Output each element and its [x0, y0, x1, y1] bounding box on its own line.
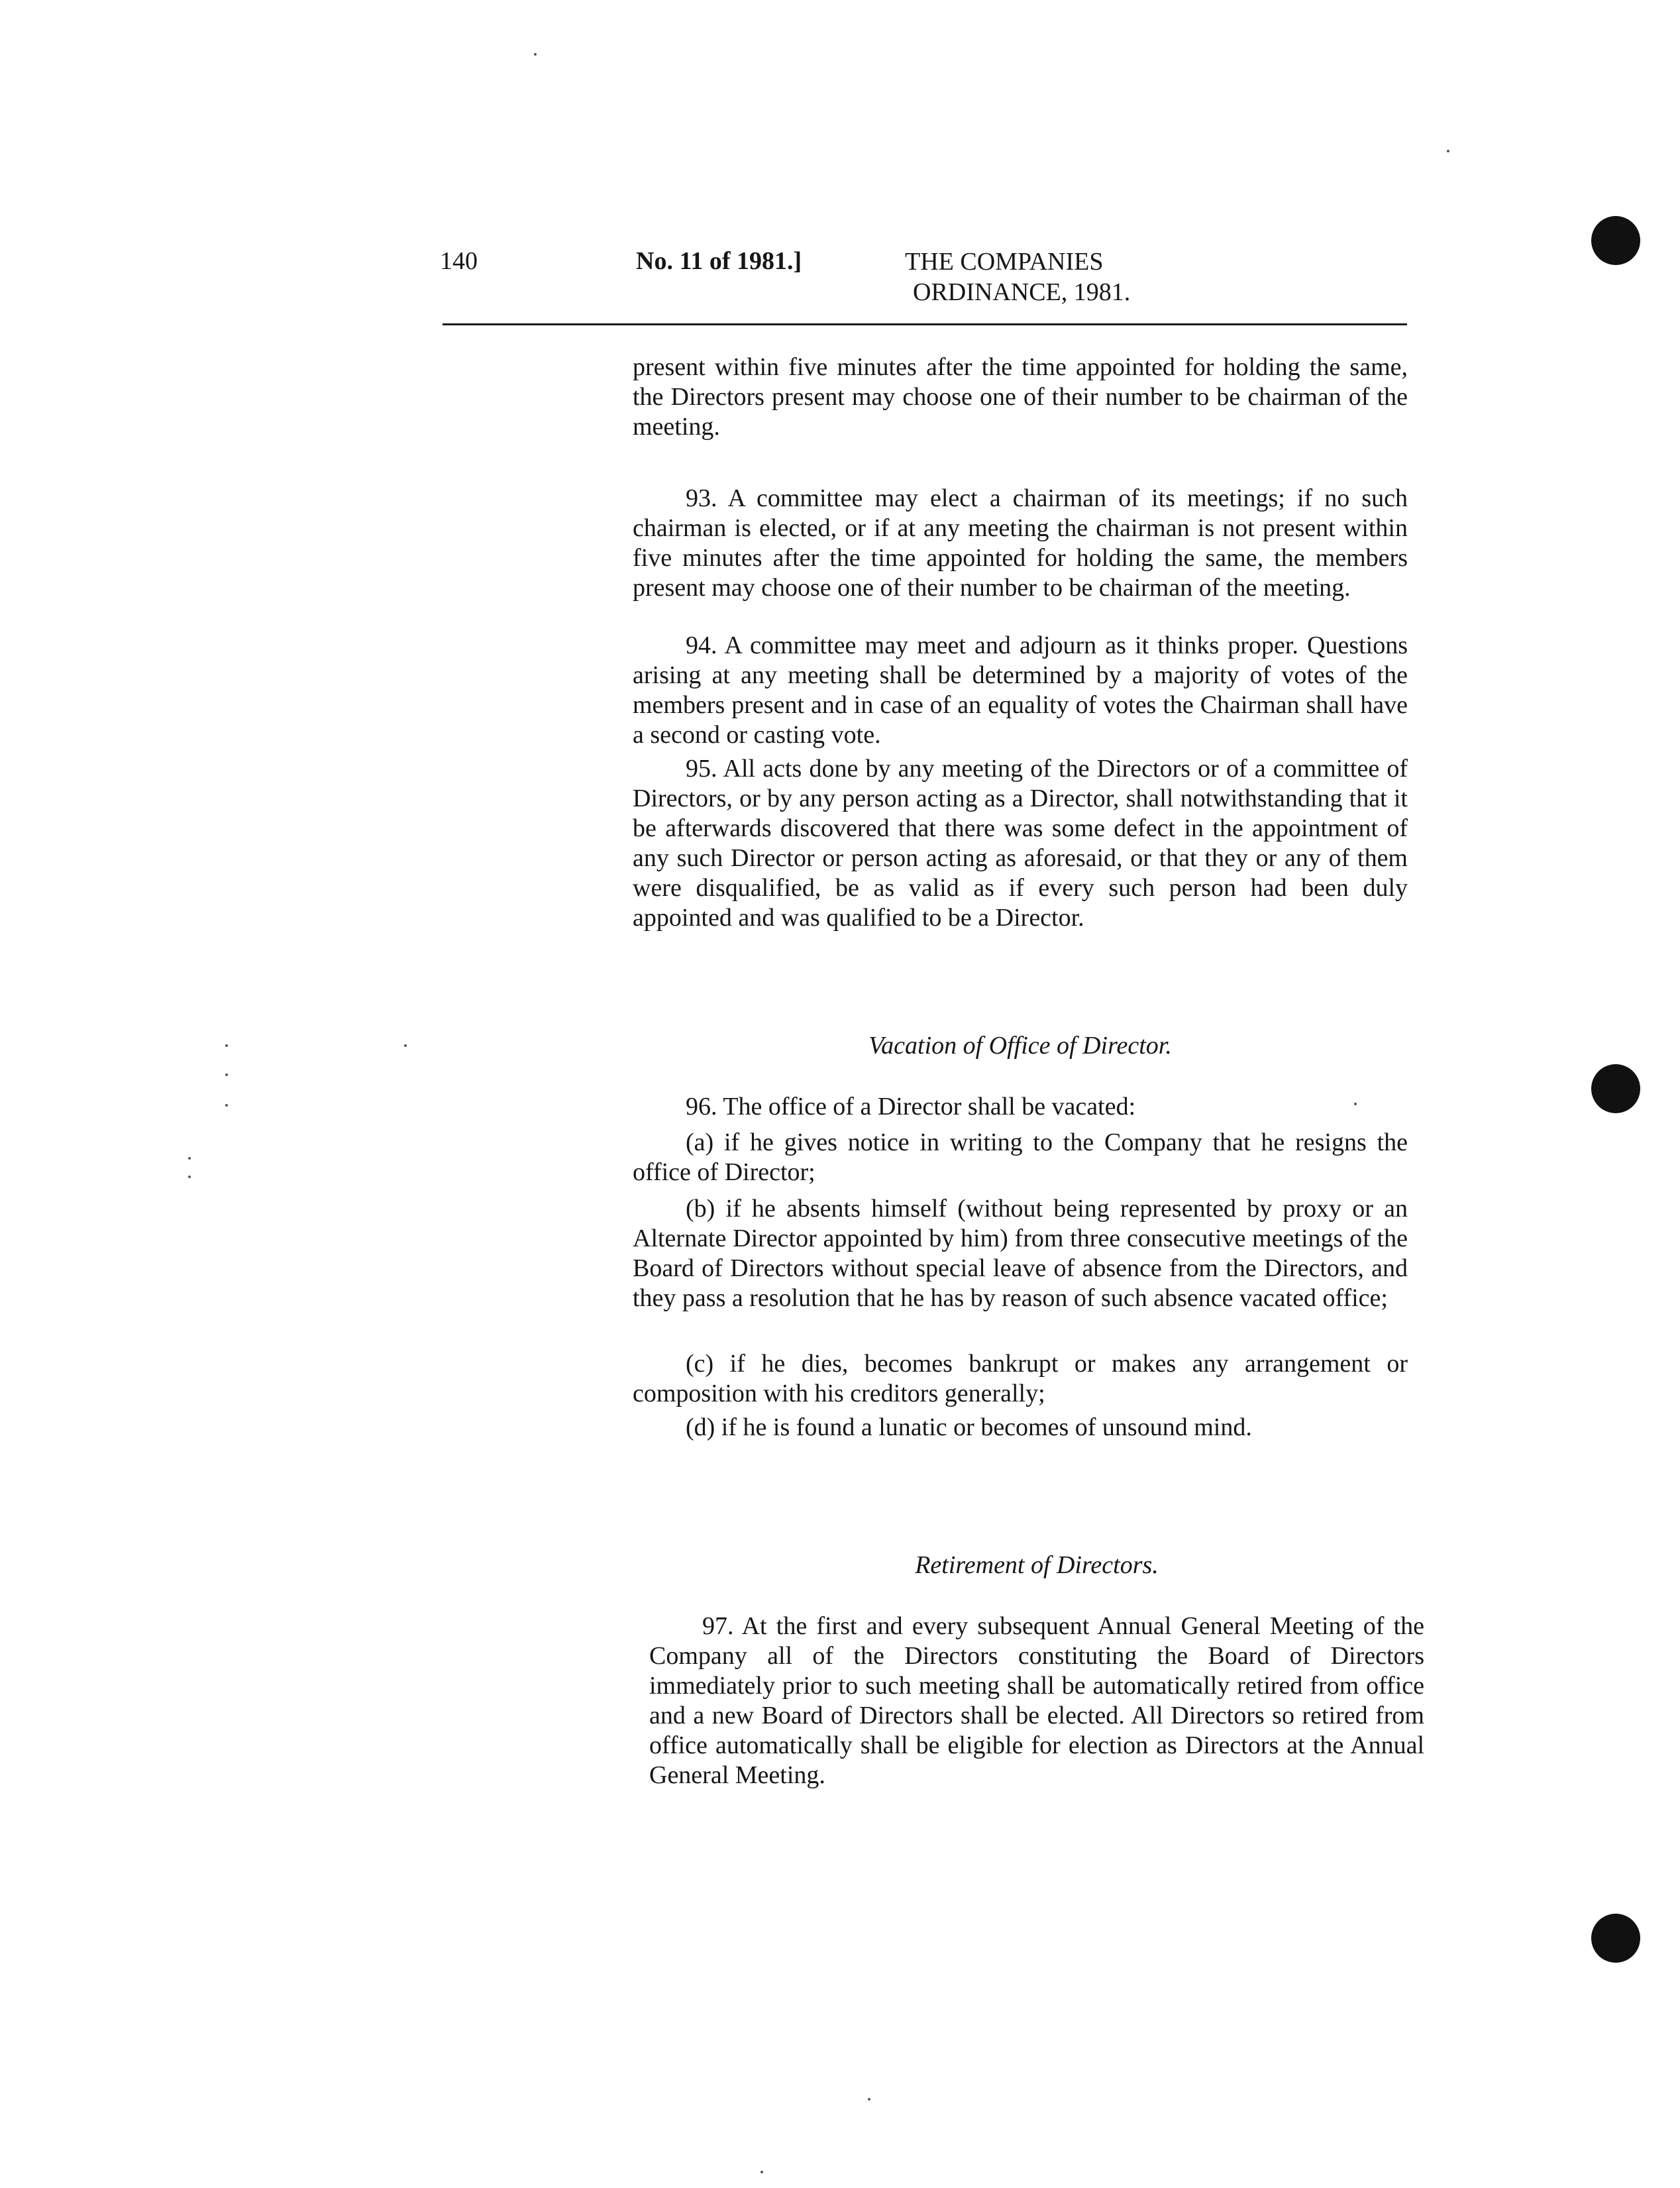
scan-speck [1354, 1103, 1357, 1105]
punch-hole-bottom [1591, 1914, 1640, 1963]
running-title-line2: ORDINANCE, 1981. [913, 278, 1131, 306]
running-title [905, 246, 1130, 307]
punch-hole-middle [1591, 1064, 1640, 1113]
section-94-text: 94. A committee may meet and adjourn as it thinks proper. Questions arising at any meeting shall be determined by a majority of votes of the members present and in case of an equality of votes the Chairman shall have a second or casting vote. [633, 631, 1408, 749]
header-rule [443, 323, 1407, 325]
section-96b-text: (b) if he absents himself (without being represented by proxy or an Alternate Director appointed by him) from three consecutive meetings of the Board of Directors without special leave of absence from the Directors, and they pass a resolution that he has by reason of such absence vacated office; [633, 1195, 1408, 1312]
section-93 [633, 484, 1408, 603]
scan-speck [188, 1176, 191, 1178]
scan-speck [761, 2171, 763, 2173]
section-95 [633, 754, 1408, 933]
section-96a [633, 1128, 1408, 1187]
page-number: 140 [440, 247, 478, 275]
scan-speck [225, 1104, 228, 1107]
scan-speck [225, 1073, 228, 1076]
section-97-text: 97. At the first and every subsequent Annual General Meeting of the Company all of the Directors constituting the Board of Directors immediately prior to such meeting shall be automatically retired from office and a new Board of Directors shall be elected. All Directors so retired from office automatically shall be eligible for election as Directors at the Annual General Meeting. [649, 1612, 1424, 1789]
heading-retirement-of-directors: Retirement of Directors. [915, 1551, 1159, 1579]
section-96c-text: (c) if he dies, becomes bankrupt or makes any arrangement or composition with his creditors generally; [633, 1350, 1408, 1407]
continuation-text: present within five minutes after the time appointed for holding the same, the Directors present may choose one of their number to be chairman of the meeting. [633, 353, 1408, 441]
section-96 [633, 1092, 1408, 1122]
ordinance-number: No. 11 of 1981.] [636, 247, 802, 275]
section-93-text: 93. A committee may elect a chairman of its meetings; if no such chairman is elected, or if at any meeting the chairman is not present within five minutes after the time appointed for holding the same, the members present may choose one of their number to be chairman of the meeting. [633, 484, 1408, 602]
scan-speck [404, 1044, 407, 1047]
scan-speck [868, 2098, 870, 2101]
section-94 [633, 631, 1408, 750]
punch-hole-top [1591, 216, 1640, 265]
scan-speck [225, 1044, 228, 1047]
running-title-line1: THE COMPANIES [905, 248, 1104, 276]
section-97 [649, 1612, 1424, 1790]
scan-speck [534, 53, 537, 56]
section-96b [633, 1194, 1408, 1313]
section-96d [633, 1413, 1408, 1443]
section-96d-text: (d) if he is found a lunatic or becomes of unsound mind. [686, 1413, 1252, 1441]
scan-speck [1447, 150, 1449, 152]
section-95-text: 95. All acts done by any meeting of the Directors or of a committee of Directors, or by any person acting as a Director, shall notwithstanding that it be afterwards discovered that there was some defect in the appointment of any such Director or person acting as aforesaid, or that they or any of them were disqualified, be as valid as if every such person had been duly appointed and was qualified to be a Director. [633, 755, 1408, 932]
section-96a-text: (a) if he gives notice in writing to the Company that he resigns the office of Director; [633, 1128, 1408, 1186]
continuation-paragraph [633, 353, 1408, 442]
scan-speck [188, 1157, 191, 1160]
section-96c [633, 1349, 1408, 1409]
section-96-text: 96. The office of a Director shall be vacated: [686, 1093, 1136, 1121]
heading-vacation-of-office: Vacation of Office of Director. [868, 1032, 1172, 1060]
